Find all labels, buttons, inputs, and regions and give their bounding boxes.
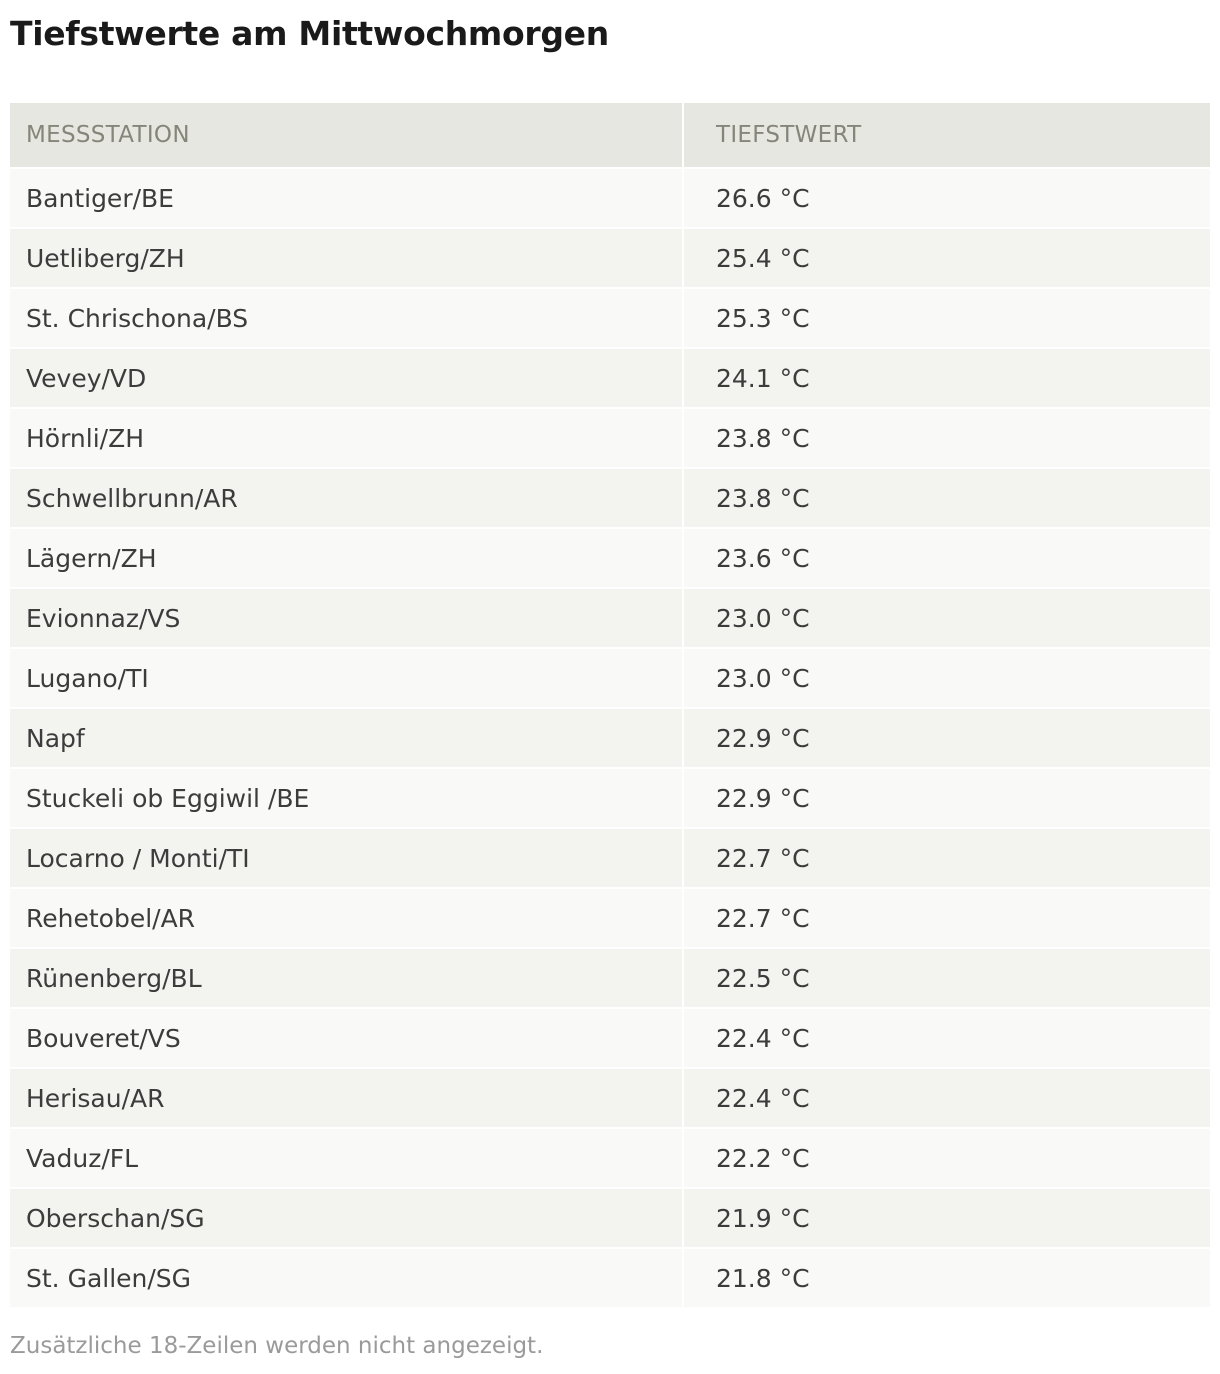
value-cell: 23.0 °C: [684, 649, 1210, 709]
value-cell: 22.7 °C: [684, 829, 1210, 889]
page-title: Tiefstwerte am Mittwochmorgen: [10, 14, 609, 53]
table-row: [10, 889, 1210, 949]
table-row: [10, 1069, 1210, 1129]
value-cell: 23.8 °C: [684, 409, 1210, 469]
station-cell: Herisau/AR: [10, 1069, 684, 1129]
table-header-row: [10, 103, 1210, 169]
value-cell: 21.9 °C: [684, 1189, 1210, 1249]
station-cell: Vevey/VD: [10, 349, 684, 409]
table-row: [10, 409, 1210, 469]
table-row: [10, 169, 1210, 229]
value-cell: 25.4 °C: [684, 229, 1210, 289]
station-cell: Bouveret/VS: [10, 1009, 684, 1069]
station-cell: Rehetobel/AR: [10, 889, 684, 949]
station-cell: Bantiger/BE: [10, 169, 684, 229]
station-cell: Hörnli/ZH: [10, 409, 684, 469]
station-cell: St. Gallen/SG: [10, 1249, 684, 1309]
station-cell: Evionnaz/VS: [10, 589, 684, 649]
value-cell: 26.6 °C: [684, 169, 1210, 229]
table-row: [10, 289, 1210, 349]
table-row: [10, 1249, 1210, 1309]
value-cell: 22.4 °C: [684, 1009, 1210, 1069]
table-row: [10, 769, 1210, 829]
table-row: [10, 469, 1210, 529]
station-cell: Schwellbrunn/AR: [10, 469, 684, 529]
table-row: [10, 1189, 1210, 1249]
table-row: [10, 529, 1210, 589]
table-row: [10, 229, 1210, 289]
table-row: [10, 829, 1210, 889]
station-cell: Lugano/TI: [10, 649, 684, 709]
column-header-value[interactable]: TIEFSTWERT: [684, 103, 1210, 169]
station-cell: St. Chrischona/BS: [10, 289, 684, 349]
footer-note: Zusätzliche 18-Zeilen werden nicht angezeigt.: [10, 1333, 544, 1359]
value-cell: 22.2 °C: [684, 1129, 1210, 1189]
table-row: [10, 949, 1210, 1009]
value-cell: 24.1 °C: [684, 349, 1210, 409]
table-body: [10, 169, 1210, 1309]
station-cell: Uetliberg/ZH: [10, 229, 684, 289]
value-cell: 23.6 °C: [684, 529, 1210, 589]
value-cell: 22.7 °C: [684, 889, 1210, 949]
station-cell: Rünenberg/BL: [10, 949, 684, 1009]
value-cell: 22.5 °C: [684, 949, 1210, 1009]
station-cell: Stuckeli ob Eggiwil /BE: [10, 769, 684, 829]
data-table: [10, 103, 1210, 1309]
value-cell: 22.9 °C: [684, 709, 1210, 769]
value-cell: 22.4 °C: [684, 1069, 1210, 1129]
table-row: [10, 709, 1210, 769]
station-cell: Napf: [10, 709, 684, 769]
value-cell: 23.8 °C: [684, 469, 1210, 529]
value-cell: 23.0 °C: [684, 589, 1210, 649]
table-row: [10, 589, 1210, 649]
station-cell: Oberschan/SG: [10, 1189, 684, 1249]
table-row: [10, 1009, 1210, 1069]
value-cell: 21.8 °C: [684, 1249, 1210, 1309]
value-cell: 22.9 °C: [684, 769, 1210, 829]
table-row: [10, 1129, 1210, 1189]
station-cell: Locarno / Monti/TI: [10, 829, 684, 889]
table-row: [10, 349, 1210, 409]
table-row: [10, 649, 1210, 709]
station-cell: Lägern/ZH: [10, 529, 684, 589]
column-header-station[interactable]: MESSSTATION: [10, 103, 684, 169]
station-cell: Vaduz/FL: [10, 1129, 684, 1189]
value-cell: 25.3 °C: [684, 289, 1210, 349]
